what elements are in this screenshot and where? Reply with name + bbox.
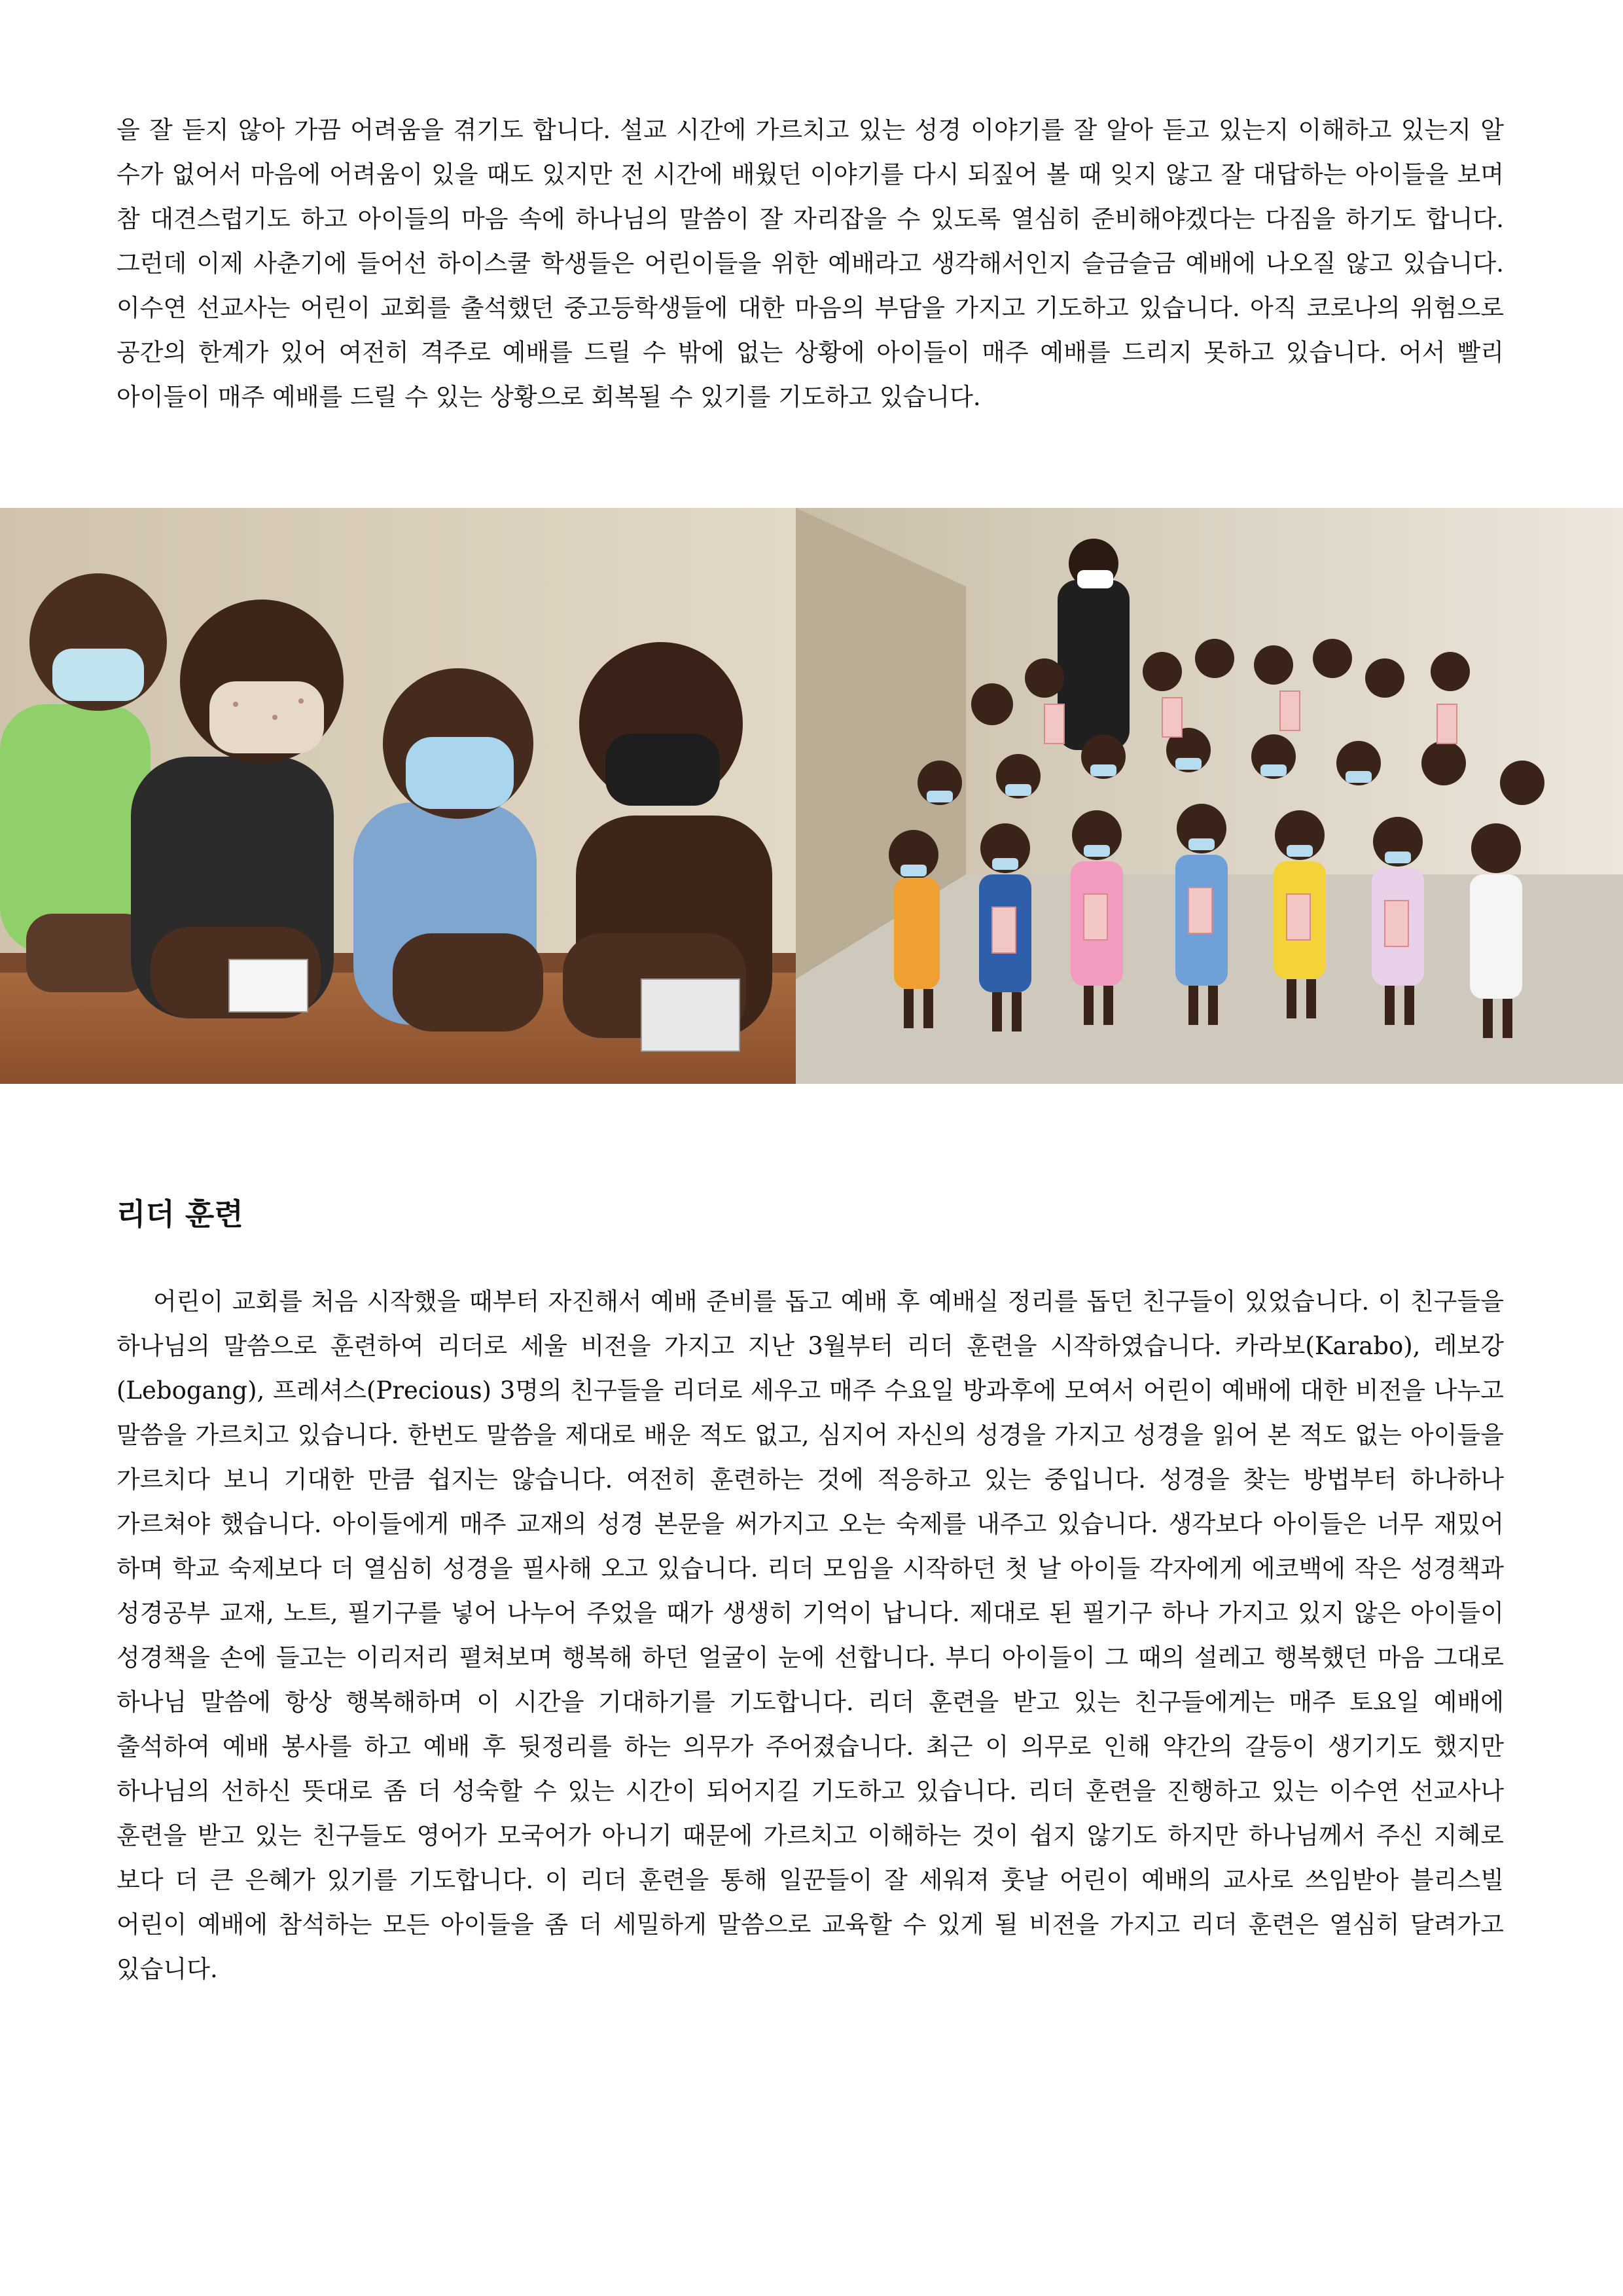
intro-paragraph: 을 잘 듣지 않아 가끔 어려움을 겪기도 합니다. 설교 시간에 가르치고 있는 성경 이야기를 잘 알아 듣고 있는지 이해하고 있는지 알 수가 없어서 마음에 어려움이 있을 때도 있지만 전 시간에 배웠던 이야기를 다시 되짚어 볼 때 잊지 않고 잘 대답하는 아이들을 보며 참 대견스럽기도 하고 아이들의 마음 속에 하나님의 말씀이 잘 자리잡을 수 있도록 열심히 준비해야겠다는 다짐을 하기도 합니다. 그런데 이제 사춘기에 들어선 하이스쿨 학생들은 어린이들을 위한 예배라고 생각해서인지 슬금슬금 예배에 나오질 않고 있습니다. 이수연 선교사는 어린이 교회를 출석했던 중고등학생들에 대한 마음의 부담을 가지고 기도하고 있습니다. 아직 코로나의 위험으로 공간의 한계가 있어 여전히 격주로 예배를 드릴 수 밖에 없는 상황에 아이들이 매주 예배를 드리지 못하고 있습니다. 어서 빨리 아이들이 매주 예배를 드릴 수 있는 상황으로 회복될 수 있기를 기도하고 있습니다.: [116, 116, 1504, 411]
photo-row: [0, 508, 1623, 1084]
section-paragraph: 어린이 교회를 처음 시작했을 때부터 자진해서 예배 준비를 돕고 예배 후 예배실 정리를 돕던 친구들이 있었습니다. 이 친구들을 하나님의 말씀으로 훈련하여 리더로 세울 비전을 가지고 지난 3월부터 리더 훈련을 시작하였습니다. 카라보(Karabo), 레보강(Lebogang), 프레셔스(Precious) 3명의 친구들을 리더로 세우고 매주 수요일 방과후에 모여서 어린이 예배에 대한 비전을 나누고 말씀을 가르치고 있습니다. 한번도 말씀을 제대로 배운 적도 없고, 심지어 자신의 성경을 가지고 성경을 읽어 본 적도 없는 아이들을 가르치다 보니 기대한 만큼 쉽지는 않습니다. 여전히 훈련하는 것에 적응하고 있는 중입니다. 성경을 찾는 방법부터 하나하나 가르쳐야 했습니다. 아이들에게 매주 교재의 성경 본문을 써가지고 오는 숙제를 내주고 있습니다. 생각보다 아이들은 너무 재밌어 하며 학교 숙제보다 더 열심히 성경을 필사해 오고 있습니다. 리더 모임을 시작하던 첫 날 아이들 각자에게 에코백에 작은 성경책과 성경공부 교재, 노트, 필기구를 넣어 나누어 주었을 때가 생생히 기억이 납니다. 제대로 된 필기구 하나 가지고 있지 않은 아이들이 성경책을 손에 들고는 이리저리 펼쳐보며 행복해 하던 얼굴이 눈에 선합니다. 부디 아이들이 그 때의 설레고 행복했던 마음 그대로 하나님 말씀에 항상 행복해하며 이 시간을 기대하기를 기도합니다. 리더 훈련을 받고 있는 친구들에게는 매주 토요일 예배에 출석하여 예배 봉사를 하고 예배 후 뒷정리를 하는 의무가 주어졌습니다. 최근 이 의무로 인해 약간의 갈등이 생기기도 했지만 하나님의 선하신 뜻대로 좀 더 성숙할 수 있는 시간이 되어지길 기도하고 있습니다. 리더 훈련을 진행하고 있는 이수연 선교사나 훈련을 받고 있는 친구들도 영어가 모국어가 아니기 때문에 가르치고 이해하는 것이 쉽지 않기도 하지만 하나님께서 주신 지혜로 보다 더 큰 은혜가 있기를 기도합니다. 이 리더 훈련을 통해 일꾼들이 잘 세워져 훗날 어린이 예배의 교사로 쓰임받아 블리스빌 어린이 예배에 참석하는 모든 아이들을 좀 더 세밀하게 말씀으로 교육할 수 있게 될 비전을 가지고 리더 훈련은 열심히 달려가고 있습니다.: [116, 1287, 1504, 1983]
children-group-holding-crafts-photo: [796, 508, 1623, 1084]
children-sitting-masks-photo: [0, 508, 796, 1084]
section-heading: 리더 훈련: [116, 1196, 243, 1232]
children-sitting-photo-illustration: [0, 508, 796, 1084]
children-group-photo-illustration: [796, 508, 1623, 1084]
